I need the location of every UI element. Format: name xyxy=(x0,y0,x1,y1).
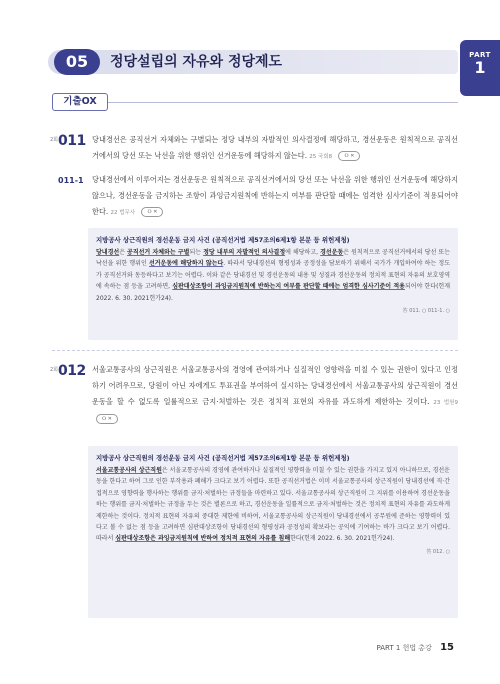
question-number: 012 xyxy=(58,363,86,379)
explanation-box xyxy=(88,228,458,340)
explanation-box xyxy=(88,446,458,618)
question-year-label: 2회 xyxy=(50,137,59,143)
question-text xyxy=(92,132,458,165)
explanation-body xyxy=(96,465,450,545)
highlight-text: 정치적 표현의 자유를 침해 xyxy=(220,535,291,543)
chapter-number: 05 xyxy=(54,49,100,75)
question-text-body: 당내경선에서 이루어지는 경선운동은 원칙적으로 공직선거에서의 당선 또는 낙선을 위한 행위인 선거운동에 해당하지 않으나, 경선운동을 금지하는 조항이 과잉금지원칙에 반하는지 여부를 판단할 때에는 엄격한 심사기준이 적용되어야 한다. xyxy=(92,175,458,216)
highlight-text: 심판대상조항이 과잉금지원칙에 반하는지 여부를 판단할 때에는 xyxy=(172,283,343,291)
highlight-text: 정당 내부의 자발적인 의사결정 xyxy=(203,249,286,256)
explanation-text: 은 원칙적으로 공직선거에서의 당선 또는 낙선을 위한 행위인 xyxy=(96,249,451,268)
footer-part: PART 1 xyxy=(376,644,401,652)
explanation-text: 한다 xyxy=(290,535,302,543)
question-number: 011-1 xyxy=(58,176,84,185)
case-citation: (헌재 2022. 6. 30. 2021헌가24). xyxy=(96,283,451,302)
highlight-text: 공직선거 자체와는 구별 xyxy=(127,249,190,256)
explanation-text: 되는 xyxy=(189,249,204,256)
explanation-text: 은 서울교통공사의 경영에 관여하거나 실질적인 영향력을 미칠 수 있는 권한을 가지고 있지 아니하므로, 경선운동을 한다고 하여 그로 인한 부작용과 폐해가 크다고 보기 어렵다. 또한 공직선거법은 이미 서울교통공사의 상근직원이 당내경선에 직·간접적으로 영향력을 행사하는 행위를 금지·처벌하는 규정들을 마련하고 있다. 서울교통공사의 상근직원이 그 지위를 이용하여 경선운동을 하는 행위를 금지·처벌하는 규정을 두는 것은 별론으로 하고, 경선운동을 일률적으로 금지·처벌하는 것은 정치적 표현의 자유를 과도하게 제한하는 것이다. 정치적 표현의 자유의 중대한 제한에 비하여, 서울교통공사의 상근직원이 당내경선에서 공무원에 준하는 영향력이 있다고 볼 수 없는 점 등을 고려하면 심판대상조항이 당내경선의 형평성과 공정성의 확보라는 공익에 기여하는 바가 크다고 보기 어렵다. 따라서 xyxy=(96,467,450,543)
explanation-text: . 따라서 당내경선의 형평성과 공정성을 담보하기 위해서 국가가 개입하여야 하는 정도가 공직선거와 동등하다고 보기는 어렵다. 이와 같은 당내경선 및 경선운동의 내용 및 성질과 경선운동의 정치적 표현의 자유의 보호영역에 속하는 점 등을 고려하면, xyxy=(96,260,451,291)
ox-answer-toggle[interactable]: O ✕ xyxy=(96,414,118,424)
page-footer xyxy=(376,642,454,653)
explanation-body xyxy=(96,247,450,304)
highlight-text: 엄격한 심사기준이 적용 xyxy=(342,283,405,291)
highlight-text: 경선운동 xyxy=(320,249,344,256)
page-number: 15 xyxy=(440,642,454,653)
chapter-title: 정당설립의 자유와 정당제도 xyxy=(110,54,283,70)
highlight-text: 당내경선 xyxy=(96,249,120,256)
highlight-text: 심판대상조항은 과잉금지원칙에 반하여 xyxy=(115,535,221,543)
explanation-text: 되어야 한다 xyxy=(404,283,437,291)
part-tab-number: 1 xyxy=(474,58,486,77)
question-text-body: 당내경선은 공직선거 자체와는 구별되는 정당 내부의 자발적인 의사결정에 해당하고, 경선운동은 원칙적으로 공직선거에서의 당선 또는 낙선을 위한 행위인 선거운동에 해당하지 않는다. xyxy=(92,135,458,160)
question-source: 22 법무사 xyxy=(110,210,136,216)
section-divider xyxy=(52,350,458,351)
explanation-title: 지방공사 상근직원의 경선운동 금지 사건 (공직선거법 제57조의6제1항 본문 등 위헌제청) xyxy=(96,236,350,244)
question-text-body: 서울교통공사의 상근직원은 서울교통공사의 경영에 관여하거나 실질적인 영향력을 미칠 수 있는 권한이 있다고 인정하기 어려우므로, 당원이 아닌 자에게도 투표권을 부여하여 실시하는 당내경선에서 서울교통공사의 상근직원이 경선운동을 할 수 없도록 일률적으로 금지·처벌하는 것은 정치적 표현의 자유를 과도하게 제한하는 것이다. xyxy=(92,365,458,406)
badge-divider xyxy=(108,102,458,103)
question-source: 23 법원9 xyxy=(433,400,458,406)
explanation-title: 지방공사 상근직원의 경선운동 금지 사건 (공직선거법 제57조의6제1항 본문 등 위헌제청) xyxy=(96,454,350,462)
question-text xyxy=(92,172,458,221)
explanation-text: 은 xyxy=(119,249,128,256)
highlight-text: 서울교통공사의 상근직원 xyxy=(96,467,162,474)
part-tab xyxy=(460,40,500,96)
footer-section: 헌법 총강 xyxy=(402,644,432,652)
ox-answer-toggle[interactable]: O ✕ xyxy=(141,207,163,217)
question-year-label: 2회 xyxy=(50,367,59,373)
answer-key: 答 012. ○ xyxy=(426,548,450,555)
explanation-text: 에 해당하고, xyxy=(285,249,321,256)
case-citation: (헌재 2022. 6. 30. 2021헌가24). xyxy=(301,535,395,543)
highlight-text: 선거운동에 해당하지 않는다 xyxy=(148,260,224,268)
ox-answer-toggle[interactable]: O ✕ xyxy=(338,151,360,161)
part-tab-label: PART xyxy=(469,51,491,59)
question-text xyxy=(92,362,458,427)
question-source: 25 국회8 xyxy=(309,154,333,160)
question-number: 011 xyxy=(58,133,86,149)
section-badge: 기출OX xyxy=(52,93,108,111)
answer-key: 答 011. ○ 011-1. ○ xyxy=(402,308,450,315)
